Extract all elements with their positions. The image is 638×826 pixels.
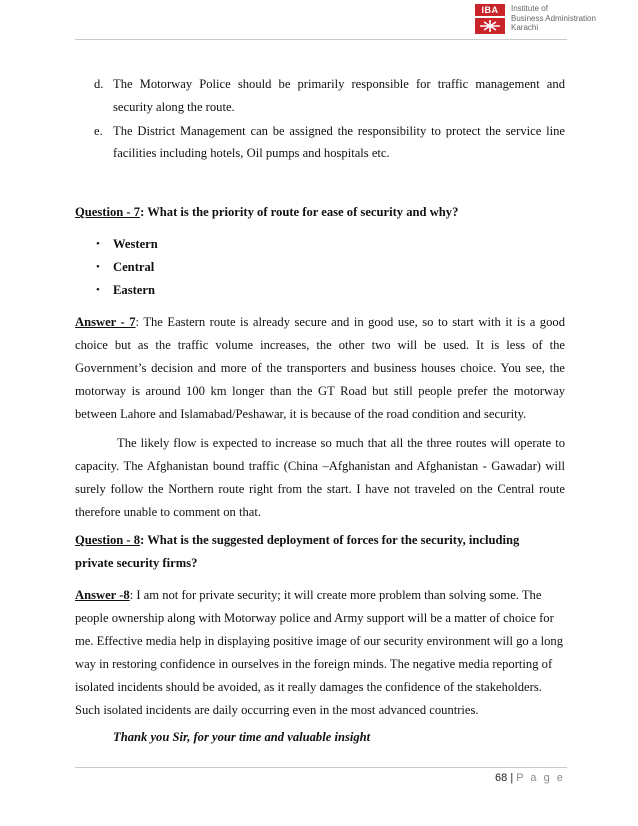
question-7	[75, 205, 458, 219]
header-divider	[75, 39, 567, 40]
answer-8-label: Answer -8	[75, 588, 130, 602]
answer-8-line4: way in restoring confidence in ourselves in the foreign minds. The negative media reporting of	[75, 657, 553, 671]
question-7-label: Question - 7	[75, 205, 141, 219]
answer-7-line5: between Lahore and Islamabad/Peshawar, it is because of the road condition and security.	[75, 407, 527, 421]
question-8	[75, 533, 519, 547]
answer-7-line4: motorway is around 100 km longer than the GT Road but still people prefer the motorway	[75, 384, 565, 398]
answer-7-line1: Answer - 7: The Eastern route is already secure and in good use, so to start with it is a good	[75, 315, 565, 329]
option-eastern: Eastern	[113, 283, 155, 297]
answer-7-para2-line2: capacity. The Afghanistan bound traffic (China –Afghanistan and Afghanistan - Gawadar) will	[75, 459, 565, 473]
list-item-e-line2: facilities including hotels, Oil pumps and hospitals etc.	[113, 146, 390, 160]
question-8-line2: private security firms?	[75, 556, 198, 570]
option-central: Central	[113, 260, 155, 274]
option-western: Western	[113, 237, 158, 251]
answer-7-line2: choice but as the traffic volume increases, the other two will be used. It is less of the	[75, 338, 565, 352]
answer-7-line3: Government’s decision and more of the transporters and business houses choice. You see, the	[75, 361, 565, 375]
answer-7-label: Answer - 7	[75, 315, 136, 329]
institution-name: Institute of Business Administration Karachi	[511, 4, 596, 32]
page-label: P a g e	[516, 772, 565, 784]
answer-8-line2: people ownership along with Motorway police and Army support will be a matter of choice for	[75, 611, 554, 625]
question-7-text: : What is the priority of route for ease of security and why?	[140, 205, 459, 219]
page-footer	[495, 771, 565, 785]
answer-8-line6: Such isolated incidents are daily occurring even in the most advanced countries.	[75, 703, 479, 717]
iba-logo	[475, 4, 505, 34]
answer-7-para2-line1: The likely flow is expected to increase so much that all the three routes will operate to	[117, 436, 565, 450]
footer-divider	[75, 767, 567, 768]
list-marker-e: e.	[94, 124, 103, 138]
bullet-icon: •	[96, 238, 100, 250]
logo-text: IBA	[475, 4, 505, 16]
answer-8-line3: me. Effective media help in displaying positive image of our security environment will go a long	[75, 634, 564, 648]
answer-8-line5: isolated incidents should be avoided, as it really damages the confidence of the stakeholders.	[75, 680, 542, 694]
list-item-d-line1: The Motorway Police should be primarily responsible for traffic management and	[113, 77, 565, 91]
list-item-e-line1: The District Management can be assigned the responsibility to protect the service line	[113, 124, 565, 138]
answer-7-para2-line3: surely follow the Northern route right from the start. I have not traveled on the Central route	[75, 482, 565, 496]
bullet-icon: •	[96, 261, 100, 273]
logo-mark-icon	[475, 18, 505, 34]
list-marker-d: d.	[94, 77, 104, 91]
bullet-icon: •	[96, 284, 100, 296]
question-8-text: : What is the suggested deployment of forces for the security, including	[140, 533, 520, 547]
list-item-d-line2: security along the route.	[113, 100, 235, 114]
closing-note: Thank you Sir, for your time and valuable insight	[113, 730, 371, 744]
answer-8-line1: Answer -8: I am not for private security; it will create more problem than solving some. The	[75, 588, 542, 602]
page-number: 68	[495, 772, 508, 784]
question-8-label: Question - 8	[75, 533, 141, 547]
answer-7-para2-line4: therefore unable to comment on that.	[75, 505, 262, 519]
footer-separator: |	[510, 772, 514, 784]
